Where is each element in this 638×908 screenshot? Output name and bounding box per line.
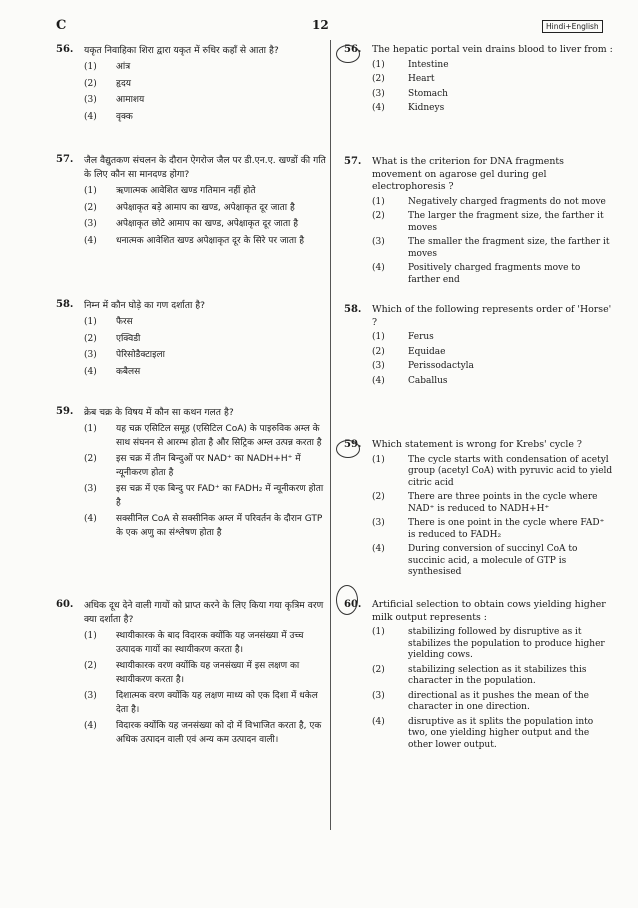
question-number: 57.	[344, 156, 362, 167]
option-text: directional as it pushes the mean of the character in one direction.	[408, 690, 589, 712]
answer-option[interactable]	[372, 361, 614, 373]
option-text: एक्विडी	[116, 333, 141, 344]
answer-option[interactable]	[372, 455, 614, 490]
question-text: The hepatic portal vein drains blood to liver from :	[372, 44, 613, 55]
option-text: The smaller the fragment size, the farther it moves	[408, 237, 610, 259]
question-number: 56.	[56, 44, 74, 55]
option-number: (4)	[84, 366, 97, 377]
answer-option[interactable]	[84, 660, 326, 687]
option-number: (3)	[84, 691, 97, 701]
answer-option[interactable]	[372, 237, 614, 260]
answer-option[interactable]	[372, 103, 614, 115]
option-text: पेरिसोडैक्टाइला	[116, 350, 165, 360]
answer-option[interactable]	[372, 518, 614, 541]
answer-option[interactable]	[372, 74, 614, 86]
option-text: Stomach	[408, 88, 448, 99]
option-number: (2)	[372, 346, 385, 357]
option-number: (4)	[84, 235, 97, 246]
option-number: (2)	[372, 492, 385, 502]
option-text: There is one point in the cycle where FAD⁺ is reduced to FADH₂	[408, 518, 605, 540]
option-number: (3)	[372, 237, 385, 247]
option-number: (3)	[372, 690, 385, 701]
option-text: Caballus	[408, 375, 448, 386]
option-text: ऋणात्मक आवेशित खण्ड गतिमान नहीं होते	[116, 186, 256, 196]
answer-option[interactable]	[84, 513, 326, 540]
language-badge: Hindi+English	[542, 20, 603, 33]
option-text: Equidae	[408, 346, 446, 357]
option-text: Positively charged fragments move to farther end	[408, 263, 581, 285]
option-number: (3)	[372, 518, 385, 528]
question-number: 56.	[344, 44, 362, 55]
answer-option[interactable]	[372, 544, 614, 579]
option-text: वृक्क	[116, 111, 133, 122]
option-text: धनात्मक आवेशित खण्ड अपेक्षाकृत दूर के सिरे पर जाता है	[116, 235, 304, 246]
option-number: (3)	[84, 95, 97, 105]
option-number: (3)	[84, 219, 97, 229]
option-text: There are three points in the cycle where NAD⁺ is reduced to NADH+H⁺	[408, 492, 598, 514]
option-number: (1)	[372, 454, 385, 465]
option-text: disruptive as it splits the population into two, one yielding higher output and the other lower output.	[408, 716, 594, 750]
answer-option[interactable]	[84, 235, 326, 249]
option-number: (4)	[372, 375, 385, 386]
question-59-en	[344, 439, 614, 579]
option-text: Ferus	[408, 332, 434, 342]
option-text: Negatively charged fragments do not move	[408, 196, 606, 207]
question-text: जैल वैद्युतकण संचलन के दौरान ऐगरोज जैल पर डी.एन.ए. खण्डों की गति के लिए कौन सा मानदण्ड होगा?	[84, 155, 326, 180]
option-text: सक्सीनिल CoA से सक्सीनिक अम्ल में परिवर्तन के दौरान GTP के एक अणु का संश्लेषण होता है	[116, 514, 323, 538]
question-56-en	[344, 44, 614, 115]
question-58-en	[344, 304, 614, 387]
question-text: निम्न में कौन घोड़े का गण दर्शाता है?	[84, 300, 205, 311]
answer-option[interactable]	[84, 483, 326, 510]
answer-option[interactable]	[84, 720, 326, 747]
option-number: (2)	[84, 333, 97, 344]
option-text: During conversion of succinyl CoA to succinic acid, a molecule of GTP is synthesised	[408, 544, 578, 577]
option-text: stabilizing selection as it stabilizes this character in the population.	[408, 664, 587, 686]
question-57-hi	[56, 154, 326, 248]
question-number: 60.	[56, 599, 74, 610]
answer-option[interactable]	[84, 185, 326, 199]
answer-option[interactable]	[372, 89, 614, 101]
answer-option[interactable]	[372, 691, 614, 714]
option-number: (1)	[372, 332, 385, 342]
option-text: फैरस	[116, 317, 133, 327]
option-text: स्थायीकारक के बाद विदारक क्योंकि यह जनसंख्या में उच्च उत्पादक गायों का स्थायीकरण करता है।	[116, 631, 304, 655]
option-number: (4)	[372, 263, 385, 273]
option-number: (1)	[372, 627, 385, 637]
question-text: Which of the following represents order of 'Horse' ?	[372, 304, 612, 328]
option-number: (3)	[372, 361, 385, 371]
option-text: stabilizing followed by disruptive as it stabilizes the population to produce higher yielding cows.	[408, 627, 605, 660]
option-number: (4)	[372, 544, 385, 554]
option-number: (3)	[84, 350, 97, 360]
option-text: Intestine	[408, 59, 449, 70]
answer-option[interactable]	[372, 492, 614, 515]
answer-option[interactable]	[372, 347, 614, 359]
option-number: (3)	[84, 484, 97, 494]
option-number: (1)	[84, 186, 97, 196]
option-number: (1)	[372, 196, 385, 207]
option-number: (4)	[84, 111, 97, 122]
question-number: 59.	[56, 406, 74, 417]
question-59-hi	[56, 406, 326, 540]
answer-option[interactable]	[372, 211, 614, 234]
answer-option[interactable]	[84, 630, 326, 657]
answer-option[interactable]	[84, 94, 326, 108]
question-text: अधिक दूध देने वाली गायों को प्राप्त करने के लिए किया गया कृत्रिम वरण क्या दर्शाता है?	[84, 600, 324, 625]
question-text: यकृत निवाहिका शिरा द्वारा यकृत में रुधिर कहाँ से आता है?	[84, 45, 279, 56]
question-text: What is the criterion for DNA fragments movement on agarose gel during gel electrophoresis ?	[372, 156, 564, 192]
answer-option[interactable]	[84, 333, 326, 347]
answer-option[interactable]	[372, 197, 614, 209]
option-text: स्थायीकारक वरण क्योंकि यह जनसंख्या में इस लक्षण का स्थायीकरण करता है।	[116, 661, 300, 685]
option-number: (3)	[372, 88, 385, 99]
answer-option[interactable]	[84, 111, 326, 125]
option-text: इस चक्र में एक बिन्दु पर FAD⁺ का FADH₂ में न्यूनीकरण होता है	[116, 484, 324, 508]
question-60-en	[344, 599, 614, 751]
answer-option[interactable]	[372, 665, 614, 688]
question-number: 59.	[344, 439, 362, 450]
question-57-en	[344, 156, 614, 286]
option-number: (2)	[84, 454, 97, 464]
answer-option[interactable]	[372, 717, 614, 752]
question-60-hi	[56, 599, 326, 747]
answer-option[interactable]	[372, 332, 614, 344]
option-number: (1)	[84, 317, 97, 327]
question-number: 58.	[344, 304, 362, 315]
question-text: क्रेब चक्र के विषय में कौन सा कथन गलत है?	[84, 407, 234, 418]
answer-option[interactable]	[84, 453, 326, 480]
option-text: Kidneys	[408, 103, 445, 113]
question-number: 60.	[344, 599, 362, 610]
option-text: विदारक क्योंकि यह जनसंख्या को दो में विभाजित करता है, एक अधिक उत्पादन वाली एवं अन्य कम उत्पादन वाली।	[116, 721, 322, 745]
option-text: अपेक्षाकृत बड़े आमाप का खण्ड, अपेक्षाकृत दूर जाता है	[116, 202, 295, 213]
answer-option[interactable]	[84, 218, 326, 232]
option-number: (2)	[84, 78, 97, 89]
option-text: अपेक्षाकृत छोटे आमाप का खण्ड, अपेक्षाकृत दूर जाता है	[116, 219, 298, 229]
question-56-hi	[56, 44, 326, 124]
option-text: इस चक्र में तीन बिन्दुओं पर NAD⁺ का NADH+H⁺ में न्यूनीकरण होता है	[116, 454, 301, 478]
answer-option[interactable]	[84, 349, 326, 363]
option-number: (4)	[372, 103, 385, 113]
option-number: (2)	[84, 202, 97, 213]
option-number: (1)	[84, 424, 97, 434]
question-text: Which statement is wrong for Krebs' cycle ?	[372, 439, 582, 450]
pen-circle-56	[336, 45, 360, 63]
pen-circle-60	[336, 585, 358, 615]
option-text: आंत्र	[116, 62, 131, 72]
question-number: 57.	[56, 154, 74, 165]
option-text: Heart	[408, 74, 435, 84]
option-number: (2)	[84, 661, 97, 671]
answer-option[interactable]	[372, 627, 614, 662]
page-number: 12	[312, 18, 329, 32]
answer-option[interactable]	[84, 202, 326, 216]
option-text: यह चक्र एसिटिल समूह (एसिटिल CoA) के पाइरुविक अम्ल के साथ संघनन से आरम्भ होता है और सिट्रिक अम्ल उत्पन्न करता है	[116, 424, 322, 448]
option-text: कबैलस	[116, 366, 141, 377]
option-text: The larger the fragment size, the farther it moves	[408, 211, 604, 233]
option-number: (1)	[84, 62, 97, 72]
option-text: The cycle starts with condensation of acetyl group (acetyl CoA) with pyruvic acid to yield citric acid	[408, 454, 613, 488]
option-text: हृदय	[116, 78, 131, 89]
option-number: (2)	[372, 211, 385, 221]
answer-option[interactable]	[372, 376, 614, 388]
option-number: (1)	[372, 59, 385, 70]
option-text: आमाशय	[116, 95, 145, 105]
answer-option[interactable]	[84, 423, 326, 450]
question-number: 58.	[56, 299, 74, 310]
section-label: C	[56, 18, 67, 33]
answer-option[interactable]	[84, 690, 326, 717]
option-text: Perissodactyla	[408, 361, 474, 371]
option-number: (4)	[84, 721, 97, 731]
answer-option[interactable]	[372, 60, 614, 72]
pen-circle-59	[336, 440, 360, 458]
answer-option[interactable]	[84, 316, 326, 330]
option-text: दिशात्मक वरण क्योंकि यह लक्षण माध्य को एक दिशा में धकेल देता है।	[116, 691, 318, 715]
column-divider	[330, 40, 331, 830]
option-number: (2)	[372, 74, 385, 84]
option-number: (4)	[372, 716, 385, 727]
option-number: (1)	[84, 631, 97, 641]
answer-option[interactable]	[84, 78, 326, 92]
question-58-hi	[56, 299, 326, 379]
answer-option[interactable]	[84, 61, 326, 75]
answer-option[interactable]	[84, 366, 326, 380]
option-number: (2)	[372, 664, 385, 675]
answer-option[interactable]	[372, 263, 614, 286]
question-text: Artificial selection to obtain cows yielding higher milk output represents :	[372, 599, 606, 623]
option-number: (4)	[84, 514, 97, 524]
